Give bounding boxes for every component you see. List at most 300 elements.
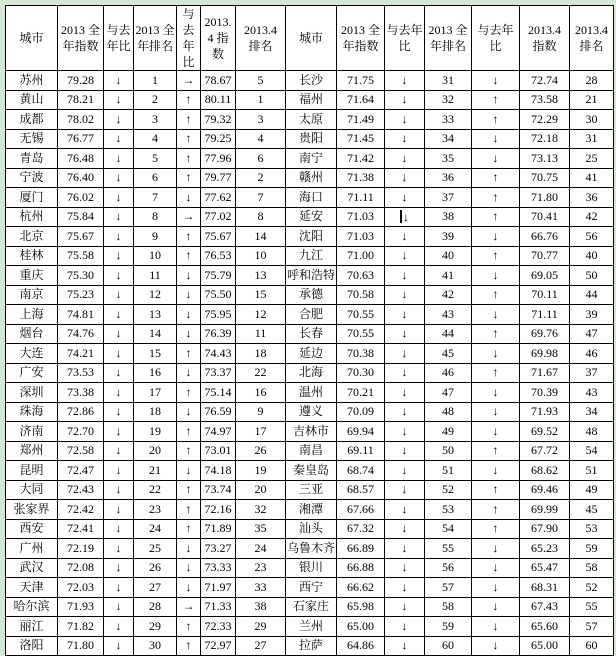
cell-index-2013-full-year[interactable]: 70.58 bbox=[337, 285, 385, 305]
cell-rank-trend-vs-last-year[interactable]: ↓ bbox=[177, 402, 201, 422]
cell-index-2013-full-year[interactable]: 69.11 bbox=[337, 441, 385, 461]
cell-index-trend-vs-last-year[interactable]: ↓ bbox=[104, 227, 134, 247]
cell-rank-2013-4[interactable]: 46 bbox=[570, 344, 614, 364]
cell-rank-2013-full-year[interactable]: 22 bbox=[134, 480, 177, 500]
cell-index-trend-vs-last-year[interactable]: ↓ bbox=[104, 149, 134, 169]
cell-city[interactable]: 青岛 bbox=[6, 149, 58, 169]
cell-index-2013-full-year[interactable]: 67.32 bbox=[337, 519, 385, 539]
cell-index-trend-vs-last-year[interactable]: ↓ bbox=[104, 422, 134, 442]
cell-rank-trend-vs-last-year[interactable]: ↓ bbox=[472, 461, 520, 481]
cell-rank-trend-vs-last-year[interactable]: ↑ bbox=[177, 344, 201, 364]
cell-rank-2013-full-year[interactable]: 36 bbox=[425, 168, 472, 188]
cell-rank-2013-full-year[interactable]: 28 bbox=[134, 597, 177, 617]
cell-index-trend-vs-last-year[interactable]: ↓ bbox=[385, 636, 425, 656]
cell-city[interactable]: 北海 bbox=[286, 363, 337, 383]
cell-rank-2013-full-year[interactable]: 40 bbox=[425, 246, 472, 266]
cell-city[interactable]: 湘潭 bbox=[286, 500, 337, 520]
cell-index-2013-full-year[interactable]: 71.11 bbox=[337, 188, 385, 208]
column-header-right-rank-2013-4[interactable]: 2013.4 排名 bbox=[570, 6, 614, 71]
cell-index-trend-vs-last-year[interactable]: ↓ bbox=[104, 363, 134, 383]
cell-rank-2013-4[interactable]: 1 bbox=[236, 90, 286, 110]
cell-index-trend-vs-last-year[interactable]: ↓ bbox=[385, 207, 425, 227]
cell-rank-2013-full-year[interactable]: 25 bbox=[134, 539, 177, 559]
cell-index-2013-full-year[interactable]: 70.38 bbox=[337, 344, 385, 364]
cell-city[interactable]: 天津 bbox=[6, 578, 58, 598]
cell-rank-trend-vs-last-year[interactable]: ↓ bbox=[177, 188, 201, 208]
cell-index-2013-4[interactable]: 71.93 bbox=[520, 402, 570, 422]
cell-index-2013-4[interactable]: 72.18 bbox=[520, 129, 570, 149]
cell-index-2013-4[interactable]: 69.76 bbox=[520, 324, 570, 344]
cell-index-trend-vs-last-year[interactable]: ↓ bbox=[385, 519, 425, 539]
cell-index-2013-full-year[interactable]: 76.77 bbox=[58, 129, 104, 149]
cell-index-2013-4[interactable]: 65.47 bbox=[520, 558, 570, 578]
cell-index-trend-vs-last-year[interactable]: ↓ bbox=[104, 110, 134, 130]
cell-city[interactable]: 重庆 bbox=[6, 266, 58, 286]
cell-rank-trend-vs-last-year[interactable]: ↑ bbox=[472, 110, 520, 130]
cell-index-2013-4[interactable]: 76.59 bbox=[201, 402, 236, 422]
cell-rank-2013-full-year[interactable]: 6 bbox=[134, 168, 177, 188]
cell-index-2013-4[interactable]: 74.18 bbox=[201, 461, 236, 481]
cell-index-trend-vs-last-year[interactable]: ↓ bbox=[104, 461, 134, 481]
cell-city[interactable]: 延安 bbox=[286, 207, 337, 227]
cell-index-trend-vs-last-year[interactable]: ↓ bbox=[385, 129, 425, 149]
cell-index-2013-4[interactable]: 73.13 bbox=[520, 149, 570, 169]
cell-city[interactable]: 西安 bbox=[6, 519, 58, 539]
cell-city[interactable]: 张家界 bbox=[6, 500, 58, 520]
cell-index-trend-vs-last-year[interactable]: ↓ bbox=[385, 266, 425, 286]
cell-index-2013-4[interactable]: 79.25 bbox=[201, 129, 236, 149]
cell-index-2013-full-year[interactable]: 75.23 bbox=[58, 285, 104, 305]
cell-city[interactable]: 福州 bbox=[286, 90, 337, 110]
cell-index-trend-vs-last-year[interactable]: ↓ bbox=[385, 597, 425, 617]
cell-rank-2013-4[interactable]: 6 bbox=[236, 149, 286, 169]
cell-city[interactable]: 哈尔滨 bbox=[6, 597, 58, 617]
cell-city[interactable]: 银川 bbox=[286, 558, 337, 578]
cell-rank-2013-full-year[interactable]: 27 bbox=[134, 578, 177, 598]
cell-index-2013-full-year[interactable]: 70.09 bbox=[337, 402, 385, 422]
cell-index-2013-full-year[interactable]: 71.49 bbox=[337, 110, 385, 130]
cell-rank-trend-vs-last-year[interactable]: ↓ bbox=[472, 344, 520, 364]
cell-index-2013-4[interactable]: 73.01 bbox=[201, 441, 236, 461]
cell-index-2013-4[interactable]: 72.74 bbox=[520, 71, 570, 91]
cell-rank-2013-4[interactable]: 57 bbox=[570, 617, 614, 637]
cell-rank-trend-vs-last-year[interactable]: ↑ bbox=[472, 207, 520, 227]
cell-index-2013-4[interactable]: 75.50 bbox=[201, 285, 236, 305]
cell-index-trend-vs-last-year[interactable]: ↓ bbox=[104, 305, 134, 325]
column-header-right-city[interactable]: 城市 bbox=[286, 6, 337, 71]
cell-city[interactable]: 赣州 bbox=[286, 168, 337, 188]
cell-index-2013-4[interactable]: 73.33 bbox=[201, 558, 236, 578]
cell-index-trend-vs-last-year[interactable]: ↓ bbox=[385, 324, 425, 344]
cell-index-trend-vs-last-year[interactable]: ↓ bbox=[385, 558, 425, 578]
cell-rank-2013-full-year[interactable]: 7 bbox=[134, 188, 177, 208]
cell-rank-2013-4[interactable]: 55 bbox=[570, 597, 614, 617]
cell-index-2013-full-year[interactable]: 71.00 bbox=[337, 246, 385, 266]
cell-rank-trend-vs-last-year[interactable]: ↓ bbox=[472, 227, 520, 247]
cell-rank-2013-full-year[interactable]: 3 bbox=[134, 110, 177, 130]
cell-index-2013-full-year[interactable]: 74.81 bbox=[58, 305, 104, 325]
cell-rank-trend-vs-last-year[interactable]: ↑ bbox=[472, 188, 520, 208]
cell-index-2013-full-year[interactable]: 72.19 bbox=[58, 539, 104, 559]
cell-rank-2013-full-year[interactable]: 47 bbox=[425, 383, 472, 403]
cell-rank-trend-vs-last-year[interactable]: ↓ bbox=[472, 636, 520, 656]
cell-rank-trend-vs-last-year[interactable]: ↓ bbox=[177, 305, 201, 325]
cell-rank-2013-4[interactable]: 28 bbox=[570, 71, 614, 91]
cell-rank-trend-vs-last-year[interactable]: ↑ bbox=[177, 246, 201, 266]
cell-rank-2013-4[interactable]: 18 bbox=[236, 344, 286, 364]
cell-index-trend-vs-last-year[interactable]: ↓ bbox=[104, 285, 134, 305]
cell-rank-trend-vs-last-year[interactable]: → bbox=[177, 597, 201, 617]
cell-rank-trend-vs-last-year[interactable]: ↑ bbox=[472, 324, 520, 344]
cell-index-2013-full-year[interactable]: 66.62 bbox=[337, 578, 385, 598]
cell-city[interactable]: 三亚 bbox=[286, 480, 337, 500]
cell-rank-2013-full-year[interactable]: 32 bbox=[425, 90, 472, 110]
cell-rank-2013-full-year[interactable]: 23 bbox=[134, 500, 177, 520]
cell-rank-2013-4[interactable]: 7 bbox=[236, 188, 286, 208]
cell-rank-2013-4[interactable]: 39 bbox=[570, 305, 614, 325]
cell-rank-trend-vs-last-year[interactable]: ↓ bbox=[472, 558, 520, 578]
cell-city[interactable]: 厦门 bbox=[6, 188, 58, 208]
cell-index-2013-4[interactable]: 74.43 bbox=[201, 344, 236, 364]
cell-rank-2013-4[interactable]: 20 bbox=[236, 480, 286, 500]
cell-index-2013-full-year[interactable]: 76.48 bbox=[58, 149, 104, 169]
cell-index-2013-full-year[interactable]: 78.02 bbox=[58, 110, 104, 130]
cell-city[interactable]: 桂林 bbox=[6, 246, 58, 266]
cell-index-trend-vs-last-year[interactable]: ↓ bbox=[104, 188, 134, 208]
cell-rank-trend-vs-last-year[interactable]: ↓ bbox=[472, 305, 520, 325]
column-header-right-index-trend-vs-last-year[interactable]: 与去年比 bbox=[385, 6, 425, 71]
cell-rank-2013-full-year[interactable]: 12 bbox=[134, 285, 177, 305]
cell-index-2013-4[interactable]: 68.62 bbox=[520, 461, 570, 481]
cell-rank-trend-vs-last-year[interactable]: ↓ bbox=[177, 461, 201, 481]
column-header-left-rank-trend-vs-last-year[interactable]: 与去年比 bbox=[177, 6, 201, 71]
cell-index-trend-vs-last-year[interactable]: ↓ bbox=[385, 110, 425, 130]
cell-index-2013-4[interactable]: 71.11 bbox=[520, 305, 570, 325]
cell-rank-2013-full-year[interactable]: 50 bbox=[425, 441, 472, 461]
cell-city[interactable]: 承德 bbox=[286, 285, 337, 305]
cell-rank-2013-full-year[interactable]: 24 bbox=[134, 519, 177, 539]
cell-index-2013-full-year[interactable]: 72.58 bbox=[58, 441, 104, 461]
cell-rank-2013-4[interactable]: 5 bbox=[236, 71, 286, 91]
cell-rank-2013-4[interactable]: 60 bbox=[570, 636, 614, 656]
cell-index-trend-vs-last-year[interactable]: ↓ bbox=[104, 500, 134, 520]
cell-rank-2013-4[interactable]: 45 bbox=[570, 500, 614, 520]
cell-rank-2013-4[interactable]: 16 bbox=[236, 383, 286, 403]
cell-index-2013-4[interactable]: 71.67 bbox=[520, 363, 570, 383]
cell-index-trend-vs-last-year[interactable]: ↓ bbox=[385, 188, 425, 208]
cell-index-trend-vs-last-year[interactable]: ↓ bbox=[385, 344, 425, 364]
cell-city[interactable]: 南昌 bbox=[286, 441, 337, 461]
cell-index-2013-full-year[interactable]: 67.66 bbox=[337, 500, 385, 520]
cell-rank-2013-4[interactable]: 19 bbox=[236, 461, 286, 481]
cell-index-2013-full-year[interactable]: 68.74 bbox=[337, 461, 385, 481]
cell-index-2013-4[interactable]: 77.02 bbox=[201, 207, 236, 227]
cell-rank-trend-vs-last-year[interactable]: ↑ bbox=[177, 149, 201, 169]
cell-rank-2013-full-year[interactable]: 21 bbox=[134, 461, 177, 481]
cell-index-2013-full-year[interactable]: 75.67 bbox=[58, 227, 104, 247]
cell-index-2013-4[interactable]: 76.53 bbox=[201, 246, 236, 266]
cell-index-2013-full-year[interactable]: 64.86 bbox=[337, 636, 385, 656]
cell-index-2013-4[interactable]: 65.23 bbox=[520, 539, 570, 559]
cell-index-trend-vs-last-year[interactable]: ↓ bbox=[385, 422, 425, 442]
cell-index-2013-full-year[interactable]: 71.75 bbox=[337, 71, 385, 91]
cell-rank-trend-vs-last-year[interactable]: ↓ bbox=[177, 539, 201, 559]
column-header-right-rank-2013-full-year[interactable]: 2013 全年排名 bbox=[425, 6, 472, 71]
cell-index-2013-full-year[interactable]: 74.21 bbox=[58, 344, 104, 364]
cell-city[interactable]: 南京 bbox=[6, 285, 58, 305]
cell-rank-2013-4[interactable]: 30 bbox=[570, 110, 614, 130]
cell-rank-2013-4[interactable]: 11 bbox=[236, 324, 286, 344]
cell-city[interactable]: 珠海 bbox=[6, 402, 58, 422]
column-header-right-index-2013-full-year[interactable]: 2013 全年指数 bbox=[337, 6, 385, 71]
cell-rank-2013-4[interactable]: 35 bbox=[236, 519, 286, 539]
cell-city[interactable]: 无锡 bbox=[6, 129, 58, 149]
cell-rank-2013-4[interactable]: 40 bbox=[570, 246, 614, 266]
cell-rank-2013-full-year[interactable]: 18 bbox=[134, 402, 177, 422]
cell-rank-trend-vs-last-year[interactable]: ↓ bbox=[472, 578, 520, 598]
cell-rank-trend-vs-last-year[interactable]: ↑ bbox=[177, 168, 201, 188]
cell-city[interactable]: 广州 bbox=[6, 539, 58, 559]
cell-rank-2013-full-year[interactable]: 26 bbox=[134, 558, 177, 578]
cell-rank-2013-full-year[interactable]: 39 bbox=[425, 227, 472, 247]
cell-rank-2013-4[interactable]: 23 bbox=[236, 558, 286, 578]
cell-index-2013-full-year[interactable]: 71.45 bbox=[337, 129, 385, 149]
cell-index-2013-full-year[interactable]: 70.21 bbox=[337, 383, 385, 403]
cell-rank-trend-vs-last-year[interactable]: ↑ bbox=[177, 441, 201, 461]
cell-index-trend-vs-last-year[interactable]: ↓ bbox=[104, 558, 134, 578]
cell-city[interactable]: 杭州 bbox=[6, 207, 58, 227]
cell-index-2013-full-year[interactable]: 78.21 bbox=[58, 90, 104, 110]
cell-index-2013-4[interactable]: 74.97 bbox=[201, 422, 236, 442]
cell-index-2013-4[interactable]: 70.41 bbox=[520, 207, 570, 227]
cell-index-trend-vs-last-year[interactable]: ↓ bbox=[385, 461, 425, 481]
cell-rank-trend-vs-last-year[interactable]: ↑ bbox=[472, 441, 520, 461]
cell-city[interactable]: 长春 bbox=[286, 324, 337, 344]
cell-city[interactable]: 烟台 bbox=[6, 324, 58, 344]
cell-city[interactable]: 呼和浩特 bbox=[286, 266, 337, 286]
cell-city[interactable]: 广安 bbox=[6, 363, 58, 383]
cell-index-2013-4[interactable]: 72.33 bbox=[201, 617, 236, 637]
cell-rank-2013-4[interactable]: 37 bbox=[570, 363, 614, 383]
cell-index-2013-4[interactable]: 75.14 bbox=[201, 383, 236, 403]
cell-index-trend-vs-last-year[interactable]: ↓ bbox=[104, 129, 134, 149]
cell-index-2013-4[interactable]: 70.77 bbox=[520, 246, 570, 266]
cell-index-2013-full-year[interactable]: 72.43 bbox=[58, 480, 104, 500]
cell-rank-2013-full-year[interactable]: 30 bbox=[134, 636, 177, 656]
cell-index-2013-4[interactable]: 79.32 bbox=[201, 110, 236, 130]
column-header-right-index-2013-4[interactable]: 2013.4 指数 bbox=[520, 6, 570, 71]
cell-rank-2013-full-year[interactable]: 42 bbox=[425, 285, 472, 305]
cell-city[interactable]: 吉林市 bbox=[286, 422, 337, 442]
cell-rank-2013-4[interactable]: 58 bbox=[570, 558, 614, 578]
cell-index-trend-vs-last-year[interactable]: ↓ bbox=[104, 480, 134, 500]
cell-rank-trend-vs-last-year[interactable]: ↓ bbox=[177, 558, 201, 578]
cell-index-2013-4[interactable]: 70.75 bbox=[520, 168, 570, 188]
cell-rank-2013-4[interactable]: 34 bbox=[570, 402, 614, 422]
cell-rank-2013-4[interactable]: 3 bbox=[236, 110, 286, 130]
cell-rank-trend-vs-last-year[interactable]: ↓ bbox=[472, 383, 520, 403]
cell-index-2013-4[interactable]: 69.99 bbox=[520, 500, 570, 520]
cell-rank-trend-vs-last-year[interactable]: ↑ bbox=[472, 519, 520, 539]
cell-index-trend-vs-last-year[interactable]: ↓ bbox=[104, 617, 134, 637]
cell-rank-2013-full-year[interactable]: 57 bbox=[425, 578, 472, 598]
cell-index-2013-4[interactable]: 71.80 bbox=[520, 188, 570, 208]
cell-rank-2013-4[interactable]: 41 bbox=[570, 168, 614, 188]
cell-index-2013-4[interactable]: 72.97 bbox=[201, 636, 236, 656]
cell-index-2013-4[interactable]: 72.16 bbox=[201, 500, 236, 520]
cell-rank-2013-4[interactable]: 15 bbox=[236, 285, 286, 305]
cell-rank-2013-full-year[interactable]: 10 bbox=[134, 246, 177, 266]
cell-index-2013-4[interactable]: 70.11 bbox=[520, 285, 570, 305]
cell-index-2013-4[interactable]: 80.11 bbox=[201, 90, 236, 110]
cell-index-trend-vs-last-year[interactable]: ↓ bbox=[385, 383, 425, 403]
cell-rank-trend-vs-last-year[interactable]: ↓ bbox=[472, 149, 520, 169]
cell-rank-trend-vs-last-year[interactable]: ↑ bbox=[177, 227, 201, 247]
cell-city[interactable]: 丽江 bbox=[6, 617, 58, 637]
cell-city[interactable]: 洛阳 bbox=[6, 636, 58, 656]
cell-rank-2013-full-year[interactable]: 17 bbox=[134, 383, 177, 403]
cell-city[interactable]: 沈阳 bbox=[286, 227, 337, 247]
cell-index-2013-full-year[interactable]: 72.41 bbox=[58, 519, 104, 539]
cell-rank-2013-4[interactable]: 32 bbox=[236, 500, 286, 520]
cell-index-trend-vs-last-year[interactable]: ↓ bbox=[385, 90, 425, 110]
cell-index-2013-full-year[interactable]: 66.88 bbox=[337, 558, 385, 578]
cell-index-trend-vs-last-year[interactable]: ↓ bbox=[385, 305, 425, 325]
cell-index-2013-4[interactable]: 67.43 bbox=[520, 597, 570, 617]
cell-city[interactable]: 温州 bbox=[286, 383, 337, 403]
cell-city[interactable]: 延边 bbox=[286, 344, 337, 364]
cell-city[interactable]: 成都 bbox=[6, 110, 58, 130]
cell-rank-trend-vs-last-year[interactable]: ↑ bbox=[177, 129, 201, 149]
cell-index-2013-full-year[interactable]: 72.08 bbox=[58, 558, 104, 578]
cell-rank-2013-full-year[interactable]: 44 bbox=[425, 324, 472, 344]
cell-index-2013-4[interactable]: 77.62 bbox=[201, 188, 236, 208]
cell-index-trend-vs-last-year[interactable]: ↓ bbox=[385, 227, 425, 247]
cell-rank-trend-vs-last-year[interactable]: ↓ bbox=[472, 266, 520, 286]
cell-rank-2013-4[interactable]: 9 bbox=[236, 402, 286, 422]
cell-rank-2013-full-year[interactable]: 13 bbox=[134, 305, 177, 325]
cell-index-2013-full-year[interactable]: 69.94 bbox=[337, 422, 385, 442]
cell-rank-2013-full-year[interactable]: 35 bbox=[425, 149, 472, 169]
cell-rank-trend-vs-last-year[interactable]: ↑ bbox=[177, 636, 201, 656]
cell-rank-2013-full-year[interactable]: 34 bbox=[425, 129, 472, 149]
cell-city[interactable]: 苏州 bbox=[6, 71, 58, 91]
cell-city[interactable]: 长沙 bbox=[286, 71, 337, 91]
cell-rank-2013-4[interactable]: 38 bbox=[236, 597, 286, 617]
cell-index-2013-4[interactable]: 65.00 bbox=[520, 636, 570, 656]
cell-rank-2013-full-year[interactable]: 56 bbox=[425, 558, 472, 578]
cell-index-2013-full-year[interactable]: 76.40 bbox=[58, 168, 104, 188]
cell-rank-trend-vs-last-year[interactable]: ↓ bbox=[472, 402, 520, 422]
cell-index-2013-4[interactable]: 77.96 bbox=[201, 149, 236, 169]
cell-city[interactable]: 深圳 bbox=[6, 383, 58, 403]
cell-index-2013-4[interactable]: 73.74 bbox=[201, 480, 236, 500]
cell-index-2013-full-year[interactable]: 71.64 bbox=[337, 90, 385, 110]
cell-rank-2013-4[interactable]: 42 bbox=[570, 207, 614, 227]
cell-index-2013-full-year[interactable]: 73.53 bbox=[58, 363, 104, 383]
cell-index-2013-4[interactable]: 71.33 bbox=[201, 597, 236, 617]
cell-rank-2013-full-year[interactable]: 53 bbox=[425, 500, 472, 520]
cell-city[interactable]: 昆明 bbox=[6, 461, 58, 481]
cell-index-trend-vs-last-year[interactable]: ↓ bbox=[104, 324, 134, 344]
cell-rank-2013-full-year[interactable]: 43 bbox=[425, 305, 472, 325]
cell-rank-trend-vs-last-year[interactable]: ↓ bbox=[177, 578, 201, 598]
cell-rank-trend-vs-last-year[interactable]: ↑ bbox=[177, 90, 201, 110]
cell-index-2013-full-year[interactable]: 71.80 bbox=[58, 636, 104, 656]
cell-rank-2013-4[interactable]: 48 bbox=[570, 422, 614, 442]
cell-index-2013-4[interactable]: 75.79 bbox=[201, 266, 236, 286]
cell-city[interactable]: 乌鲁木齐 bbox=[286, 539, 337, 559]
cell-rank-2013-full-year[interactable]: 11 bbox=[134, 266, 177, 286]
cell-city[interactable]: 黄山 bbox=[6, 90, 58, 110]
cell-index-2013-full-year[interactable]: 65.00 bbox=[337, 617, 385, 637]
cell-index-trend-vs-last-year[interactable]: ↓ bbox=[104, 441, 134, 461]
cell-index-trend-vs-last-year[interactable]: ↓ bbox=[104, 402, 134, 422]
cell-index-2013-full-year[interactable]: 70.30 bbox=[337, 363, 385, 383]
cell-rank-trend-vs-last-year[interactable]: ↑ bbox=[472, 480, 520, 500]
cell-rank-2013-full-year[interactable]: 14 bbox=[134, 324, 177, 344]
cell-city[interactable]: 石家庄 bbox=[286, 597, 337, 617]
cell-city[interactable]: 上海 bbox=[6, 305, 58, 325]
cell-index-2013-full-year[interactable]: 76.02 bbox=[58, 188, 104, 208]
cell-city[interactable]: 贵阳 bbox=[286, 129, 337, 149]
cell-rank-2013-4[interactable]: 50 bbox=[570, 266, 614, 286]
column-header-right-rank-trend-vs-last-year[interactable]: 与去年比 bbox=[472, 6, 520, 71]
cell-city[interactable]: 九江 bbox=[286, 246, 337, 266]
cell-index-2013-full-year[interactable]: 72.03 bbox=[58, 578, 104, 598]
cell-index-2013-4[interactable]: 67.90 bbox=[520, 519, 570, 539]
cell-index-2013-full-year[interactable]: 79.28 bbox=[58, 71, 104, 91]
cell-rank-2013-4[interactable]: 29 bbox=[236, 617, 286, 637]
cell-index-trend-vs-last-year[interactable]: ↓ bbox=[385, 246, 425, 266]
cell-index-trend-vs-last-year[interactable]: ↓ bbox=[385, 168, 425, 188]
cell-index-2013-full-year[interactable]: 71.03 bbox=[337, 207, 385, 227]
cell-rank-2013-full-year[interactable]: 33 bbox=[425, 110, 472, 130]
cell-index-2013-4[interactable]: 67.72 bbox=[520, 441, 570, 461]
cell-rank-2013-4[interactable]: 27 bbox=[236, 636, 286, 656]
cell-rank-2013-full-year[interactable]: 8 bbox=[134, 207, 177, 227]
cell-index-2013-4[interactable]: 73.58 bbox=[520, 90, 570, 110]
cell-rank-trend-vs-last-year[interactable]: ↓ bbox=[177, 363, 201, 383]
cell-rank-trend-vs-last-year[interactable]: ↓ bbox=[472, 71, 520, 91]
cell-rank-2013-full-year[interactable]: 15 bbox=[134, 344, 177, 364]
cell-rank-2013-full-year[interactable]: 48 bbox=[425, 402, 472, 422]
cell-rank-2013-4[interactable]: 22 bbox=[236, 363, 286, 383]
cell-index-2013-4[interactable]: 78.67 bbox=[201, 71, 236, 91]
cell-city[interactable]: 武汉 bbox=[6, 558, 58, 578]
cell-index-2013-full-year[interactable]: 75.58 bbox=[58, 246, 104, 266]
cell-rank-2013-4[interactable]: 21 bbox=[570, 90, 614, 110]
cell-index-2013-full-year[interactable]: 70.55 bbox=[337, 324, 385, 344]
cell-rank-trend-vs-last-year[interactable]: ↓ bbox=[472, 422, 520, 442]
cell-rank-2013-full-year[interactable]: 16 bbox=[134, 363, 177, 383]
cell-rank-trend-vs-last-year[interactable]: ↑ bbox=[472, 285, 520, 305]
cell-rank-2013-full-year[interactable]: 38 bbox=[425, 207, 472, 227]
cell-rank-trend-vs-last-year[interactable]: ↑ bbox=[472, 168, 520, 188]
cell-rank-trend-vs-last-year[interactable]: ↑ bbox=[177, 110, 201, 130]
cell-rank-2013-4[interactable]: 53 bbox=[570, 519, 614, 539]
cell-rank-2013-full-year[interactable]: 4 bbox=[134, 129, 177, 149]
cell-rank-trend-vs-last-year[interactable]: ↑ bbox=[177, 519, 201, 539]
cell-index-2013-full-year[interactable]: 75.84 bbox=[58, 207, 104, 227]
cell-rank-2013-4[interactable]: 13 bbox=[236, 266, 286, 286]
cell-rank-trend-vs-last-year[interactable]: ↑ bbox=[177, 617, 201, 637]
cell-index-trend-vs-last-year[interactable]: ↓ bbox=[104, 71, 134, 91]
cell-rank-2013-full-year[interactable]: 54 bbox=[425, 519, 472, 539]
column-header-left-index-2013-4[interactable]: 2013.4 指数 bbox=[201, 6, 236, 71]
column-header-left-rank-2013-4[interactable]: 2013.4 排名 bbox=[236, 6, 286, 71]
cell-index-2013-4[interactable]: 70.39 bbox=[520, 383, 570, 403]
